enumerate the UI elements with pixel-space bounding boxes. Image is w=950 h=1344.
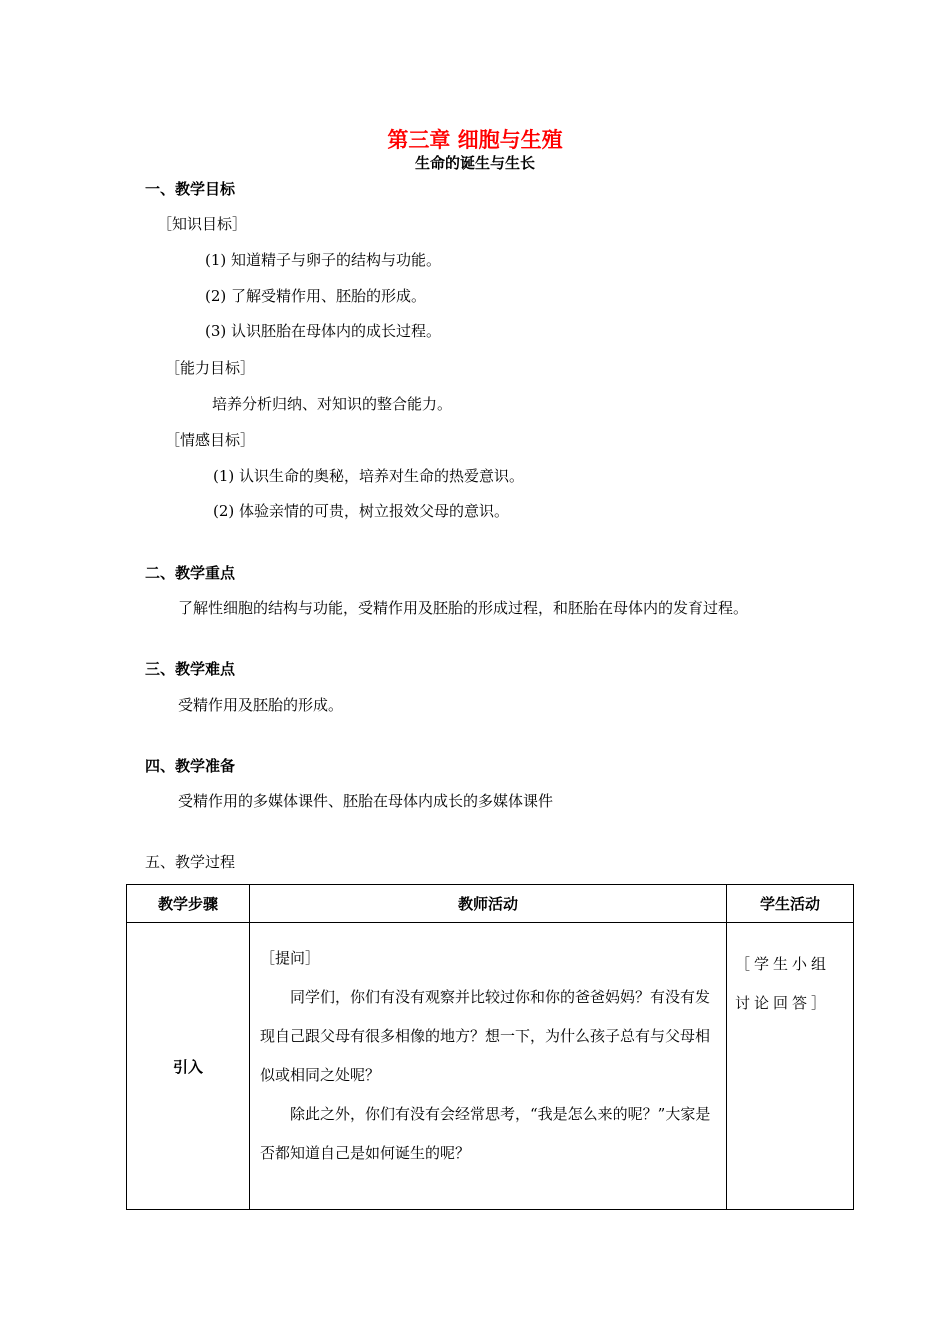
ability-goal-text: 培养分析归纳、对知识的整合能力。	[212, 395, 453, 413]
teacher-activity-cell	[250, 923, 727, 1210]
knowledge-goal-label: ［知识目标］	[157, 215, 248, 233]
header-step: 教学步骤	[127, 885, 250, 923]
knowledge-item: (3) 认识胚胎在母体内的成长过程。	[205, 322, 442, 340]
table-header-row	[127, 885, 854, 923]
header-student-activity: 学生活动	[727, 885, 854, 923]
ability-goal-label: ［能力目标］	[165, 359, 256, 377]
preparation-heading: 四、教学准备	[145, 757, 236, 775]
header-teacher-activity: 教师活动	[250, 885, 727, 923]
teaching-process-table	[126, 884, 854, 1210]
difficulty-text: 受精作用及胚胎的形成。	[178, 696, 344, 714]
teacher-activity-paragraph: 除此之外，你们有没有会经常思考，“我是怎么来的呢？”大家是否都知道自己是如何诞生的呢？	[260, 1105, 711, 1162]
emotion-goal-label: ［情感目标］	[165, 431, 256, 449]
key-points-heading: 二、教学重点	[145, 564, 236, 582]
difficulty-heading: 三、教学难点	[145, 660, 236, 678]
process-heading: 五、教学过程	[145, 853, 236, 871]
emotion-item: (1) 认识生命的奥秘，培养对生命的热爱意识。	[213, 467, 525, 485]
teacher-activity-label: ［提问］	[260, 949, 321, 967]
key-points-text: 了解性细胞的结构与功能，受精作用及胚胎的形成过程，和胚胎在母体内的发育过程。	[178, 599, 749, 617]
goals-heading: 一、教学目标	[145, 180, 236, 198]
knowledge-item: (1) 知道精子与卵子的结构与功能。	[205, 251, 442, 269]
knowledge-item: (2) 了解受精作用、胚胎的形成。	[205, 287, 427, 305]
teacher-activity-paragraph: 同学们，你们有没有观察并比较过你和你的爸爸妈妈？有没有发现自己跟父母有很多相像的地方？想一下，为什么孩子总有与父母相似或相同之处呢？	[260, 988, 711, 1084]
table-row	[127, 923, 854, 1210]
page-title: 第三章 细胞与生殖	[387, 128, 563, 152]
emotion-item: (2) 体验亲情的可贵，树立报效父母的意识。	[213, 502, 510, 520]
student-activity-cell: ［学生小组讨论回答］	[727, 923, 854, 1210]
preparation-text: 受精作用的多媒体课件、胚胎在母体内成长的多媒体课件	[178, 792, 554, 810]
page-subtitle: 生命的诞生与生长	[414, 154, 535, 172]
step-cell: 引入	[127, 923, 250, 1210]
